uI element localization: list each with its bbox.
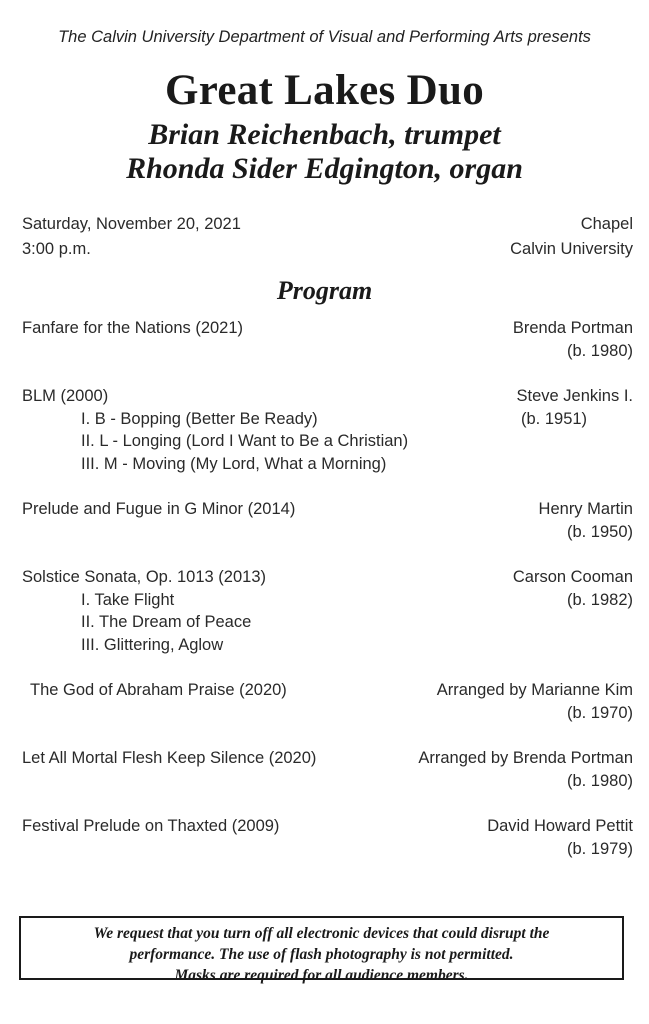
piece-composer: Brenda Portman — [512, 319, 633, 337]
piece-composer-dates: (b. 1951) — [521, 410, 588, 428]
piece-title: Prelude and Fugue in G Minor (2014) — [22, 500, 296, 518]
piece-title: The God of Abraham Praise (2020) — [30, 681, 287, 699]
piece-composer: David Howard Pettit — [487, 817, 633, 835]
piece-composer-dates: (b. 1950) — [566, 523, 633, 541]
event-venue: Chapel — [580, 215, 633, 233]
piece-composer-dates: (b. 1970) — [566, 704, 633, 722]
performer-trumpet: Brian Reichenbach, trumpet — [148, 118, 501, 151]
event-time: 3:00 p.m. — [22, 240, 91, 258]
notice-line: We request that you turn off all electronic devices that could disrupt the — [93, 925, 550, 942]
movement: II. L - Longing (Lord I Want to Be a Christian) — [81, 432, 409, 450]
movement: III. Glittering, Aglow — [81, 636, 224, 654]
piece-title: Solstice Sonata, Op. 1013 (2013) — [22, 568, 266, 586]
movement: I. B - Bopping (Better Be Ready) — [81, 410, 318, 428]
movement: I. Take Flight — [81, 591, 175, 609]
presenter-line: The Calvin University Department of Visual and Performing Arts presents — [58, 28, 591, 46]
audience-notice-box — [19, 916, 624, 984]
piece-composer-dates: (b. 1980) — [566, 772, 633, 790]
notice-line: performance. The use of flash photography is not permitted. — [129, 946, 514, 963]
piece-composer-dates: (b. 1980) — [566, 342, 633, 360]
piece-title: BLM (2000) — [22, 387, 109, 405]
piece-composer: Steve Jenkins I. — [516, 387, 633, 405]
movement: II. The Dream of Peace — [81, 613, 252, 631]
piece-title: Let All Mortal Flesh Keep Silence (2020) — [22, 749, 317, 767]
piece-composer: Arranged by Brenda Portman — [418, 749, 633, 767]
movement: III. M - Moving (My Lord, What a Morning) — [81, 455, 387, 473]
piece-composer-dates: (b. 1979) — [566, 840, 633, 858]
piece-title: Fanfare for the Nations (2021) — [22, 319, 244, 337]
performer-organ: Rhonda Sider Edgington, organ — [126, 152, 523, 185]
piece-composer-dates: (b. 1982) — [566, 591, 633, 609]
piece-composer: Arranged by Marianne Kim — [436, 681, 633, 699]
ensemble-title: Great Lakes Duo — [164, 67, 485, 114]
program-heading: Program — [276, 276, 373, 305]
piece-composer: Henry Martin — [538, 500, 633, 518]
event-location: Calvin University — [510, 240, 633, 258]
event-date: Saturday, November 20, 2021 — [22, 215, 241, 233]
notice-line: Masks are required for all audience members. — [174, 967, 469, 984]
piece-composer: Carson Cooman — [512, 568, 633, 586]
piece-title: Festival Prelude on Thaxted (2009) — [22, 817, 280, 835]
